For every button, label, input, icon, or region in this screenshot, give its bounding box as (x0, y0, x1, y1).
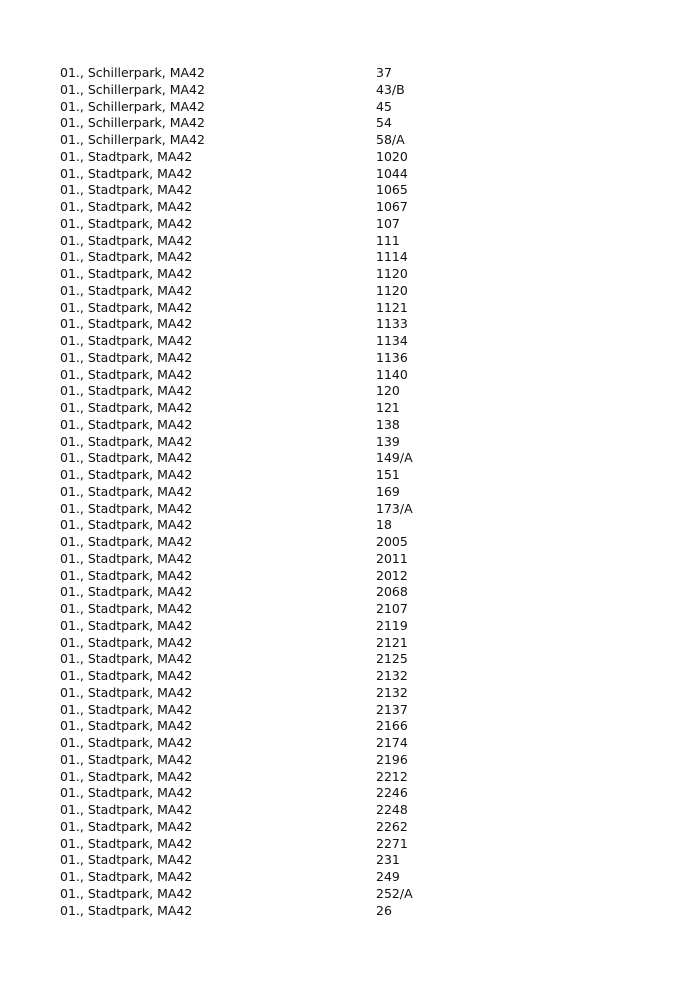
location-text: 01., Stadtpark, MA42 (60, 148, 193, 164)
number-text: 1120 (376, 266, 408, 281)
list-item (60, 668, 660, 685)
list-item (60, 166, 660, 183)
number-text: 139 (376, 433, 400, 449)
location-text: 01., Stadtpark, MA42 (60, 718, 193, 734)
number-text: 1133 (376, 316, 408, 332)
list-item (60, 551, 660, 568)
number-text: 107 (376, 215, 400, 231)
location-text: 01., Stadtpark, MA42 (60, 601, 193, 616)
number-text: 2068 (376, 584, 408, 600)
location-text: 01., Stadtpark, MA42 (60, 869, 193, 884)
number-text: 18 (376, 517, 392, 533)
number-text: 58/A (376, 132, 405, 147)
list-item (60, 517, 660, 534)
number-text: 138 (376, 416, 400, 432)
list-item (60, 635, 660, 652)
number-text: 1114 (376, 249, 408, 265)
number-text: 2132 (376, 668, 408, 683)
list-item (60, 283, 660, 300)
number-text: 1121 (376, 299, 408, 315)
list-item (60, 467, 660, 484)
number-text: 2121 (376, 634, 408, 650)
number-text: 37 (376, 65, 392, 80)
location-text: 01., Stadtpark, MA42 (60, 215, 193, 231)
number-text: 173/A (376, 500, 413, 516)
list-item (60, 65, 660, 82)
list-item (60, 618, 660, 635)
list-item (60, 82, 660, 99)
location-text: 01., Stadtpark, MA42 (60, 885, 193, 901)
location-text: 01., Stadtpark, MA42 (60, 199, 193, 214)
location-text: 01., Stadtpark, MA42 (60, 835, 193, 851)
list-item (60, 651, 660, 668)
location-text: 01., Stadtpark, MA42 (60, 818, 193, 834)
number-text: 2012 (376, 567, 408, 583)
location-text: 01., Schillerpark, MA42 (60, 115, 205, 131)
location-text: 01., Stadtpark, MA42 (60, 785, 193, 801)
location-text: 01., Stadtpark, MA42 (60, 617, 193, 633)
number-text: 2271 (376, 835, 408, 851)
number-text: 2262 (376, 818, 408, 834)
number-text: 43/B (376, 81, 405, 97)
number-text: 169 (376, 483, 400, 499)
document-list (60, 65, 660, 919)
list-item (60, 434, 660, 451)
list-item (60, 484, 660, 501)
list-item (60, 266, 660, 283)
list-item (60, 450, 660, 467)
location-text: 01., Stadtpark, MA42 (60, 299, 193, 315)
number-text: 54 (376, 115, 392, 131)
number-text: 2137 (376, 701, 408, 717)
list-item (60, 534, 660, 551)
location-text: 01., Stadtpark, MA42 (60, 333, 193, 348)
number-text: 231 (376, 852, 400, 868)
list-item (60, 785, 660, 802)
list-item (60, 769, 660, 786)
list-item (60, 685, 660, 702)
location-text: 01., Stadtpark, MA42 (60, 684, 193, 700)
number-text: 2107 (376, 601, 408, 616)
list-item (60, 333, 660, 350)
location-text: 01., Stadtpark, MA42 (60, 701, 193, 717)
location-text: 01., Stadtpark, MA42 (60, 349, 193, 365)
number-text: 2248 (376, 802, 408, 817)
number-text: 2212 (376, 768, 408, 784)
list-item (60, 233, 660, 250)
location-text: 01., Stadtpark, MA42 (60, 651, 193, 667)
number-text: 1044 (376, 165, 408, 181)
location-text: 01., Stadtpark, MA42 (60, 383, 193, 399)
list-item (60, 216, 660, 233)
location-text: 01., Stadtpark, MA42 (60, 751, 193, 767)
number-text: 1065 (376, 182, 408, 198)
list-item (60, 852, 660, 869)
list-item (60, 400, 660, 417)
number-text: 1067 (376, 199, 408, 214)
list-item (60, 350, 660, 367)
list-item (60, 903, 660, 920)
list-item (60, 718, 660, 735)
location-text: 01., Stadtpark, MA42 (60, 500, 193, 516)
location-text: 01., Stadtpark, MA42 (60, 668, 193, 683)
location-text: 01., Stadtpark, MA42 (60, 483, 193, 499)
number-text: 1136 (376, 349, 408, 365)
location-text: 01., Stadtpark, MA42 (60, 567, 193, 583)
number-text: 2246 (376, 785, 408, 801)
location-text: 01., Stadtpark, MA42 (60, 634, 193, 650)
location-text: 01., Stadtpark, MA42 (60, 550, 193, 566)
location-text: 01., Stadtpark, MA42 (60, 450, 193, 466)
location-text: 01., Stadtpark, MA42 (60, 416, 193, 432)
list-item (60, 601, 660, 618)
list-item (60, 132, 660, 149)
list-item (60, 702, 660, 719)
list-item (60, 182, 660, 199)
list-item (60, 501, 660, 518)
number-text: 2132 (376, 684, 408, 700)
number-text: 45 (376, 98, 392, 114)
location-text: 01., Stadtpark, MA42 (60, 902, 193, 918)
list-item (60, 383, 660, 400)
number-text: 121 (376, 400, 400, 415)
location-text: 01., Stadtpark, MA42 (60, 802, 193, 817)
location-text: 01., Stadtpark, MA42 (60, 232, 193, 248)
list-item (60, 886, 660, 903)
list-item (60, 568, 660, 585)
list-item (60, 417, 660, 434)
location-text: 01., Schillerpark, MA42 (60, 65, 205, 80)
location-text: 01., Stadtpark, MA42 (60, 768, 193, 784)
location-text: 01., Stadtpark, MA42 (60, 534, 193, 549)
location-text: 01., Stadtpark, MA42 (60, 316, 193, 332)
location-text: 01., Stadtpark, MA42 (60, 467, 193, 482)
list-item (60, 300, 660, 317)
number-text: 120 (376, 383, 400, 399)
location-text: 01., Stadtpark, MA42 (60, 282, 193, 298)
location-text: 01., Schillerpark, MA42 (60, 81, 205, 97)
location-text: 01., Stadtpark, MA42 (60, 735, 193, 750)
location-text: 01., Schillerpark, MA42 (60, 132, 205, 147)
list-item (60, 115, 660, 132)
list-item (60, 367, 660, 384)
location-text: 01., Stadtpark, MA42 (60, 165, 193, 181)
number-text: 2011 (376, 550, 408, 566)
number-text: 26 (376, 902, 392, 918)
location-text: 01., Stadtpark, MA42 (60, 249, 193, 265)
number-text: 2125 (376, 651, 408, 667)
number-text: 111 (376, 232, 400, 248)
location-text: 01., Stadtpark, MA42 (60, 852, 193, 868)
list-item (60, 802, 660, 819)
location-text: 01., Stadtpark, MA42 (60, 366, 193, 382)
list-item (60, 199, 660, 216)
number-text: 2119 (376, 617, 408, 633)
location-text: 01., Stadtpark, MA42 (60, 584, 193, 600)
number-text: 151 (376, 467, 400, 482)
location-text: 01., Schillerpark, MA42 (60, 98, 205, 114)
location-text: 01., Stadtpark, MA42 (60, 517, 193, 533)
list-item (60, 149, 660, 166)
list-item (60, 584, 660, 601)
list-item (60, 249, 660, 266)
location-text: 01., Stadtpark, MA42 (60, 400, 193, 415)
number-text: 149/A (376, 450, 413, 466)
number-text: 252/A (376, 885, 413, 901)
list-item (60, 836, 660, 853)
number-text: 2174 (376, 735, 408, 750)
number-text: 2196 (376, 751, 408, 767)
number-text: 1020 (376, 148, 408, 164)
location-text: 01., Stadtpark, MA42 (60, 433, 193, 449)
list-item (60, 752, 660, 769)
number-text: 2166 (376, 718, 408, 734)
list-item (60, 819, 660, 836)
number-text: 249 (376, 869, 400, 884)
list-item (60, 735, 660, 752)
number-text: 1120 (376, 282, 408, 298)
number-text: 1140 (376, 366, 408, 382)
list-item (60, 99, 660, 116)
number-text: 1134 (376, 333, 408, 348)
list-item (60, 869, 660, 886)
location-text: 01., Stadtpark, MA42 (60, 266, 193, 281)
location-text: 01., Stadtpark, MA42 (60, 182, 193, 198)
number-text: 2005 (376, 534, 408, 549)
list-item (60, 316, 660, 333)
